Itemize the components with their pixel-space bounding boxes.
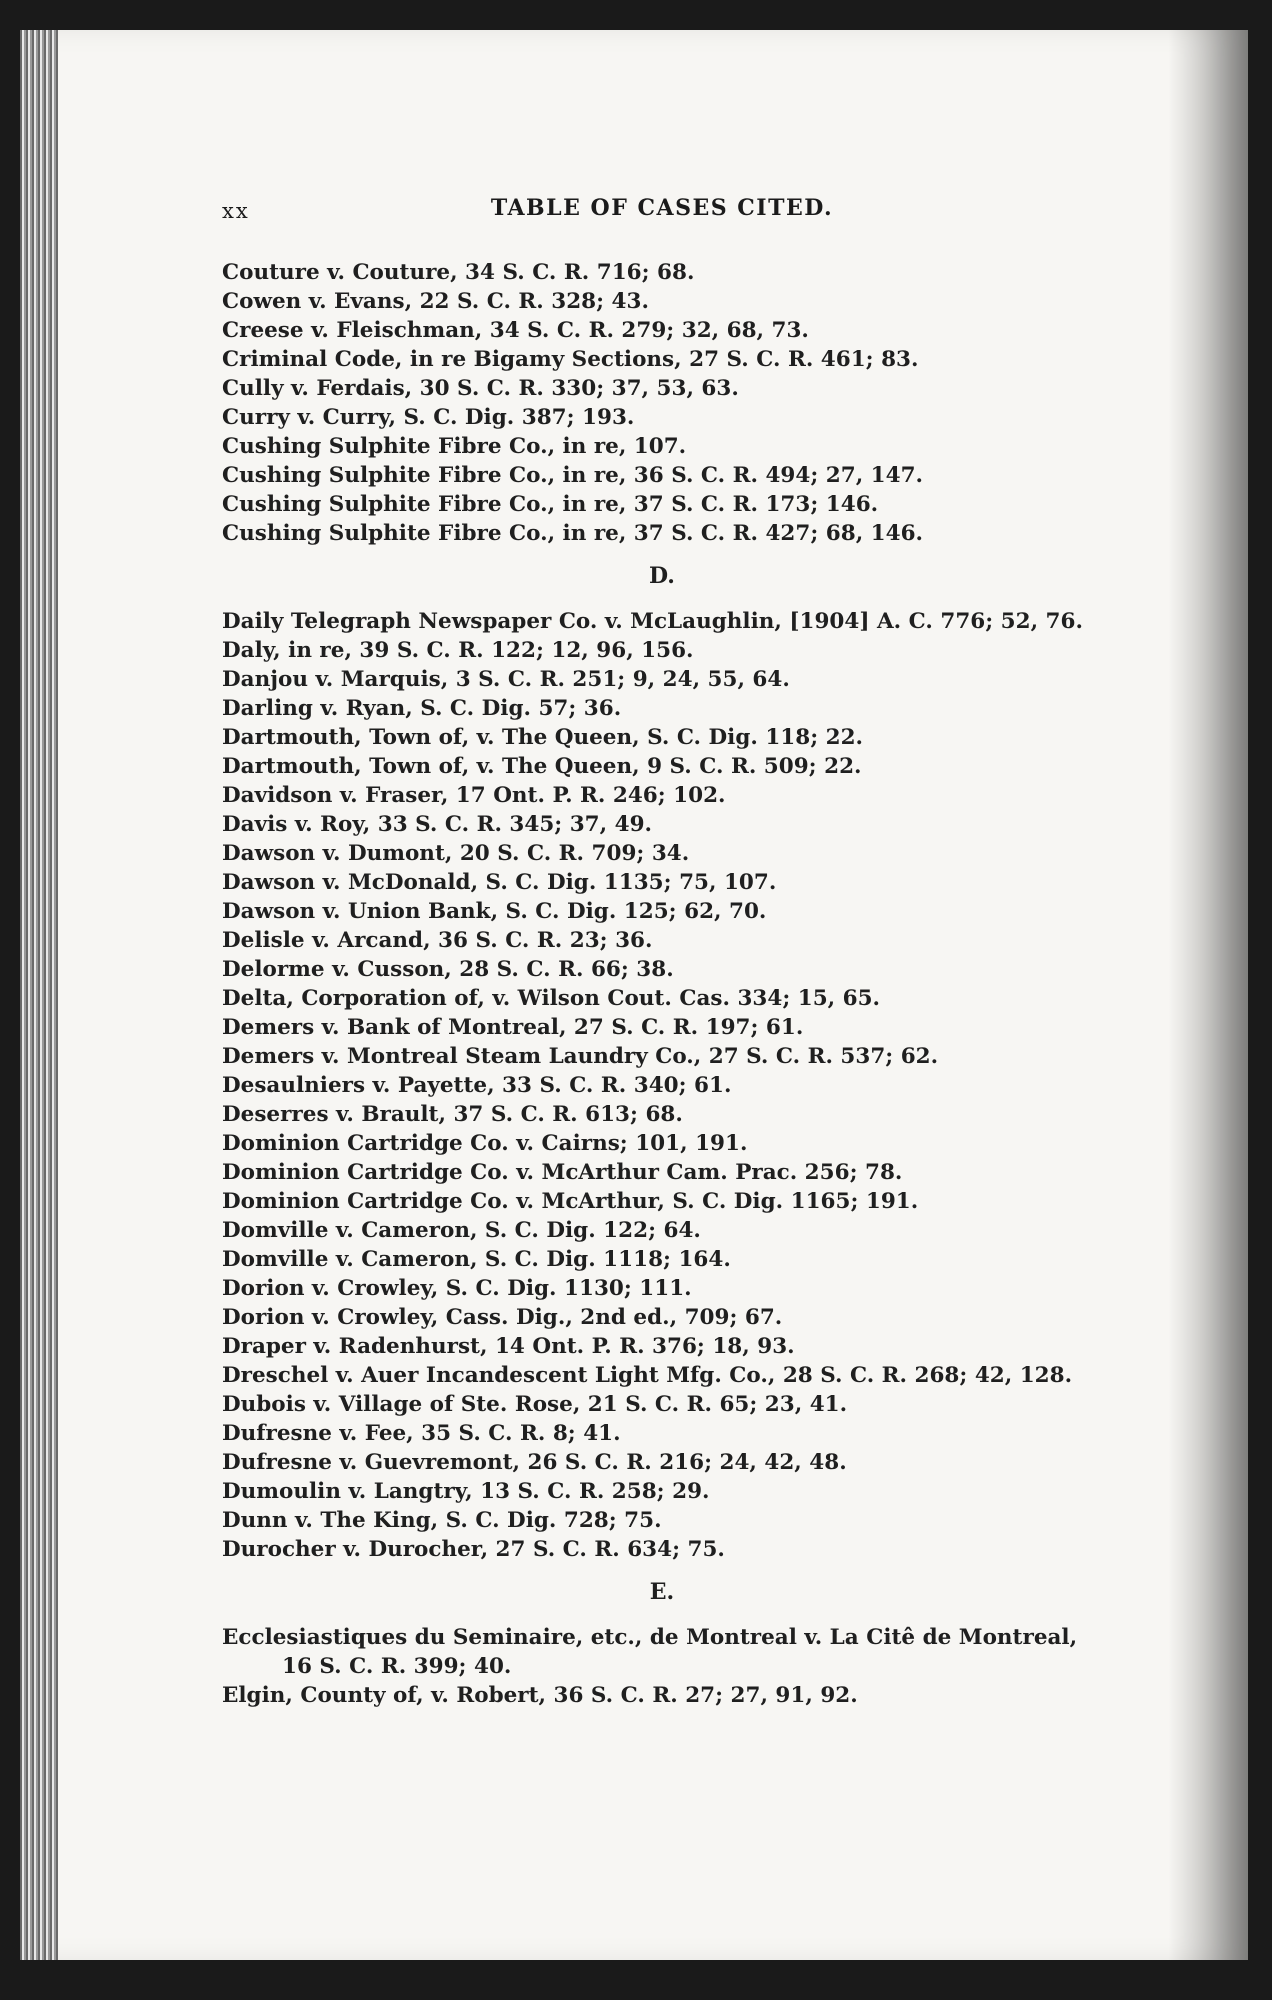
case-entry: Demers v. Bank of Montreal, 27 S. C. R. 197; 61. (222, 1015, 804, 1040)
case-entry: Domville v. Cameron, S. C. Dig. 122; 64. (222, 1218, 701, 1243)
case-entry: Dufresne v. Fee, 35 S. C. R. 8; 41. (222, 1421, 621, 1446)
case-entry: Couture v. Couture, 34 S. C. R. 716; 68. (222, 260, 695, 285)
case-entry: Cowen v. Evans, 22 S. C. R. 328; 43. (222, 289, 649, 314)
case-entry: Curry v. Curry, S. C. Dig. 387; 193. (222, 405, 635, 430)
page-number: xx (222, 199, 250, 223)
section-letter: E. (649, 1579, 675, 1605)
case-entry: Cushing Sulphite Fibre Co., in re, 36 S. C. R. 494; 27, 147. (222, 463, 924, 488)
case-entry: Dumoulin v. Langtry, 13 S. C. R. 258; 29. (222, 1479, 710, 1504)
cases-list (222, 258, 1102, 1710)
case-entry: Creese v. Fleischman, 34 S. C. R. 279; 32, 68, 73. (222, 318, 809, 343)
page-title: TABLE OF CASES CITED. (490, 195, 834, 221)
case-entry: Deserres v. Brault, 37 S. C. R. 613; 68. (222, 1102, 683, 1127)
case-entry: Criminal Code, in re Bigamy Sections, 27 S. C. R. 461; 83. (222, 347, 919, 372)
case-entry: Cushing Sulphite Fibre Co., in re, 37 S. C. R. 427; 68, 146. (222, 521, 924, 546)
case-entry: Dunn v. The King, S. C. Dig. 728; 75. (222, 1508, 662, 1533)
case-entry: Dawson v. Union Bank, S. C. Dig. 125; 62, 70. (222, 899, 767, 924)
case-entry: Domville v. Cameron, S. C. Dig. 1118; 164. (222, 1247, 731, 1272)
case-entry: Dartmouth, Town of, v. The Queen, S. C. Dig. 118; 22. (222, 725, 864, 750)
case-entry: Delta, Corporation of, v. Wilson Cout. Cas. 334; 15, 65. (222, 986, 881, 1011)
case-entry: Demers v. Montreal Steam Laundry Co., 27 S. C. R. 537; 62. (222, 1044, 939, 1069)
case-entry: Desaulniers v. Payette, 33 S. C. R. 340; 61. (222, 1073, 732, 1098)
case-entry: Dorion v. Crowley, Cass. Dig., 2nd ed., 709; 67. (222, 1305, 783, 1330)
case-entry: Delisle v. Arcand, 36 S. C. R. 23; 36. (222, 928, 653, 953)
section-letter: D. (649, 563, 675, 589)
case-entry: Elgin, County of, v. Robert, 36 S. C. R. 27; 27, 91, 92. (222, 1683, 858, 1708)
page-header (222, 195, 1102, 227)
case-entry: Cully v. Ferdais, 30 S. C. R. 330; 37, 53, 63. (222, 376, 739, 401)
case-entry: Danjou v. Marquis, 3 S. C. R. 251; 9, 24, 55, 64. (222, 667, 790, 692)
case-entry: Dreschel v. Auer Incandescent Light Mfg. Co., 28 S. C. R. 268; 42, 128. (222, 1363, 1073, 1388)
case-entry: Daly, in re, 39 S. C. R. 122; 12, 96, 156. (222, 638, 694, 663)
case-entry: Cushing Sulphite Fibre Co., in re, 107. (222, 434, 687, 459)
case-entry: Cushing Sulphite Fibre Co., in re, 37 S. C. R. 173; 146. (222, 492, 879, 517)
case-entry: Dubois v. Village of Ste. Rose, 21 S. C. R. 65; 23, 41. (222, 1392, 848, 1417)
case-entry: Daily Telegraph Newspaper Co. v. McLaughlin, [1904] A. C. 776; 52, 76. (222, 609, 1083, 634)
case-entry: Darling v. Ryan, S. C. Dig. 57; 36. (222, 696, 622, 721)
case-entry: Delorme v. Cusson, 28 S. C. R. 66; 38. (222, 957, 674, 982)
case-entry: Draper v. Radenhurst, 14 Ont. P. R. 376; 18, 93. (222, 1334, 795, 1359)
book-spine-edge (20, 30, 62, 1960)
case-entry: Dawson v. Dumont, 20 S. C. R. 709; 34. (222, 841, 690, 866)
case-entry: Davis v. Roy, 33 S. C. R. 345; 37, 49. (222, 812, 653, 837)
case-entry: Ecclesiastiques du Seminaire, etc., de Montreal v. La Citê de Montreal, 16 S. C. R. 399; 40. (222, 1625, 1078, 1679)
case-entry: Dominion Cartridge Co. v. McArthur, S. C. Dig. 1165; 191. (222, 1189, 919, 1214)
case-entry: Davidson v. Fraser, 17 Ont. P. R. 246; 102. (222, 783, 726, 808)
case-entry: Dominion Cartridge Co. v. Cairns; 101, 191. (222, 1131, 748, 1156)
case-entry: Dominion Cartridge Co. v. McArthur Cam. Prac. 256; 78. (222, 1160, 903, 1185)
case-entry: Durocher v. Durocher, 27 S. C. R. 634; 75. (222, 1537, 725, 1562)
page-gutter-shadow (1168, 30, 1248, 1960)
case-entry: Dufresne v. Guevremont, 26 S. C. R. 216; 24, 42, 48. (222, 1450, 847, 1475)
case-entry: Dartmouth, Town of, v. The Queen, 9 S. C. R. 509; 22. (222, 754, 862, 779)
case-entry: Dorion v. Crowley, S. C. Dig. 1130; 111. (222, 1276, 692, 1301)
case-entry: Dawson v. McDonald, S. C. Dig. 1135; 75, 107. (222, 870, 777, 895)
